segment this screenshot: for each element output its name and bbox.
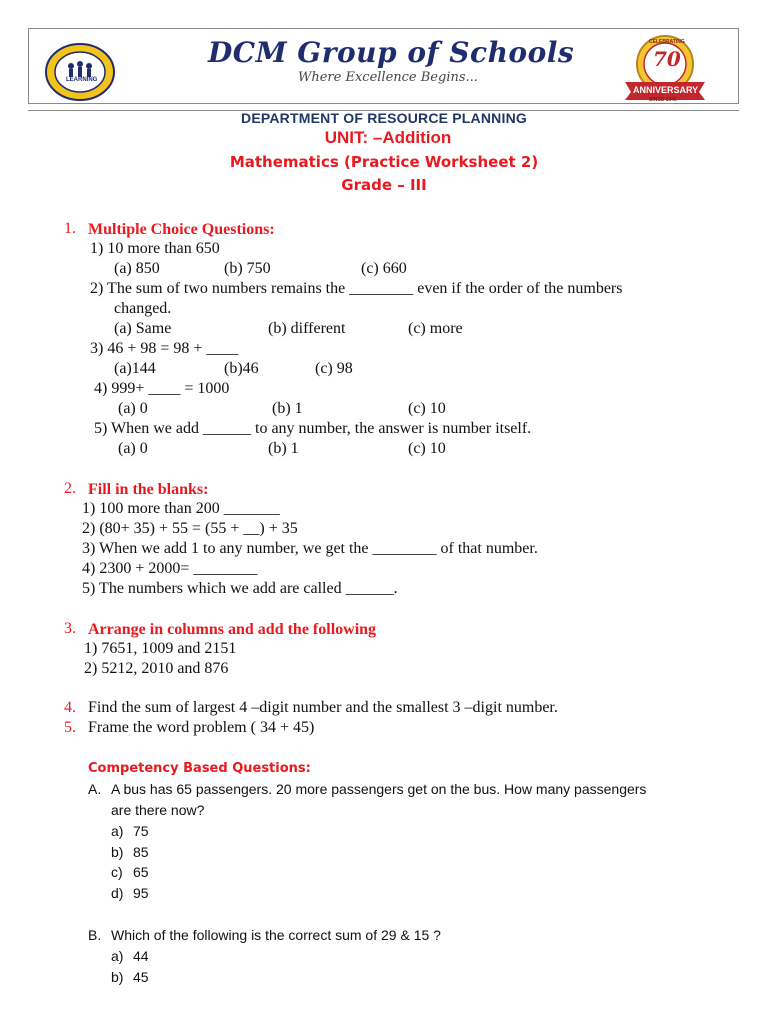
mcq-q3-c: (c) 98 <box>315 360 353 377</box>
competency-b-option-b-label: b) <box>111 969 124 985</box>
mcq-q1: 1) 10 more than 650 <box>90 240 220 257</box>
mcq-q3-b: (b)46 <box>224 360 259 377</box>
fill-item-3: 3) When we add 1 to any number, we get the ________ of that number. <box>82 540 538 557</box>
competency-a-option-d-label: d) <box>111 885 124 901</box>
section-5-number: 5. <box>64 719 76 736</box>
anniversary-number: 70 <box>653 47 681 71</box>
mcq-q4-a: (a) 0 <box>118 400 148 417</box>
arrange-heading: Arrange in columns and add the following <box>88 621 377 638</box>
left-logo-text: LEARNING <box>66 77 98 83</box>
mcq-q1-a: (a) 850 <box>114 260 160 277</box>
mcq-q2-b: (b) different <box>268 320 346 337</box>
competency-a-option-a-value: 75 <box>133 823 149 839</box>
competency-a-option-b-value: 85 <box>133 844 149 860</box>
competency-a-option-d-value: 95 <box>133 885 149 901</box>
mcq-q2: 2) The sum of two numbers remains the ________ even if the order of the numbers <box>90 280 623 297</box>
competency-heading: Competency Based Questions: <box>88 761 311 776</box>
mcq-q5-b: (b) 1 <box>268 440 299 457</box>
mcq-q3: 3) 46 + 98 = 98 + ____ <box>90 340 239 357</box>
mcq-q1-b: (b) 750 <box>224 260 271 277</box>
anniversary-since: SINCE 1946 <box>649 97 677 103</box>
mcq-q5: 5) When we add ______ to any number, the answer is number itself. <box>94 420 532 437</box>
fill-item-5: 5) The numbers which we add are called ______. <box>82 580 398 597</box>
mcq-heading: Multiple Choice Questions: <box>88 221 275 238</box>
mcq-q2-line2: changed. <box>114 300 172 317</box>
section-4-number: 4. <box>64 699 76 716</box>
competency-a-option-c-label: c) <box>111 864 123 880</box>
anniversary-logo <box>621 34 709 104</box>
mcq-q4-c: (c) 10 <box>408 400 446 417</box>
competency-b-label: B. <box>88 927 102 943</box>
mcq-q4-b: (b) 1 <box>272 400 303 417</box>
subject-title: Mathematics (Practice Worksheet 2) <box>229 153 539 171</box>
fill-heading: Fill in the blanks: <box>88 481 209 498</box>
unit-title: UNIT: –Addition <box>324 128 452 147</box>
section-2-number: 2. <box>64 480 76 497</box>
section-1-number: 1. <box>64 220 76 237</box>
competency-a-option-c-value: 65 <box>133 864 149 880</box>
competency-b-option-a-value: 44 <box>133 948 149 964</box>
department-name: DEPARTMENT OF RESOURCE PLANNING <box>241 110 527 126</box>
mcq-q4: 4) 999+ ____ = 1000 <box>94 380 230 397</box>
mcq-q2-c: (c) more <box>408 320 463 337</box>
competency-b-option-a-label: a) <box>111 948 124 964</box>
fill-item-1: 1) 100 more than 200 _______ <box>82 500 280 517</box>
competency-a-option-b-label: b) <box>111 844 124 860</box>
school-name: DCM Group of Schools <box>208 36 575 69</box>
mcq-q2-a: (a) Same <box>114 320 172 337</box>
section-5-text: Frame the word problem ( 34 + 45) <box>88 719 315 736</box>
mcq-q5-a: (a) 0 <box>118 440 148 457</box>
competency-a-text: A bus has 65 passengers. 20 more passengers get on the bus. How many passengers <box>111 781 647 797</box>
section-4-text: Find the sum of largest 4 –digit number and the smallest 3 –digit number. <box>88 699 558 716</box>
left-logo <box>44 42 116 102</box>
arrange-item-1: 1) 7651, 1009 and 2151 <box>84 640 237 657</box>
school-tagline: Where Excellence Begins... <box>298 70 478 85</box>
competency-a-option-a-label: a) <box>111 823 124 839</box>
fill-item-2: 2) (80+ 35) + 55 = (55 + __) + 35 <box>82 520 298 537</box>
fill-item-4: 4) 2300 + 2000= ________ <box>82 560 258 577</box>
anniversary-top-text: CELEBRATING <box>649 39 685 45</box>
competency-b-option-b-value: 45 <box>133 969 149 985</box>
school-seal-icon <box>44 42 116 102</box>
anniversary-banner: ANNIVERSARY <box>633 85 699 95</box>
section-3-number: 3. <box>64 620 76 637</box>
mcq-q3-a: (a)144 <box>114 360 156 377</box>
competency-b-text: Which of the following is the correct sum of 29 & 15 ? <box>111 927 441 943</box>
competency-a-label: A. <box>88 781 102 797</box>
mcq-q1-c: (c) 660 <box>361 260 407 277</box>
arrange-item-2: 2) 5212, 2010 and 876 <box>84 660 229 677</box>
mcq-q5-c: (c) 10 <box>408 440 446 457</box>
competency-a-text-line2: are there now? <box>111 802 205 818</box>
grade-title: Grade – III <box>341 176 427 194</box>
